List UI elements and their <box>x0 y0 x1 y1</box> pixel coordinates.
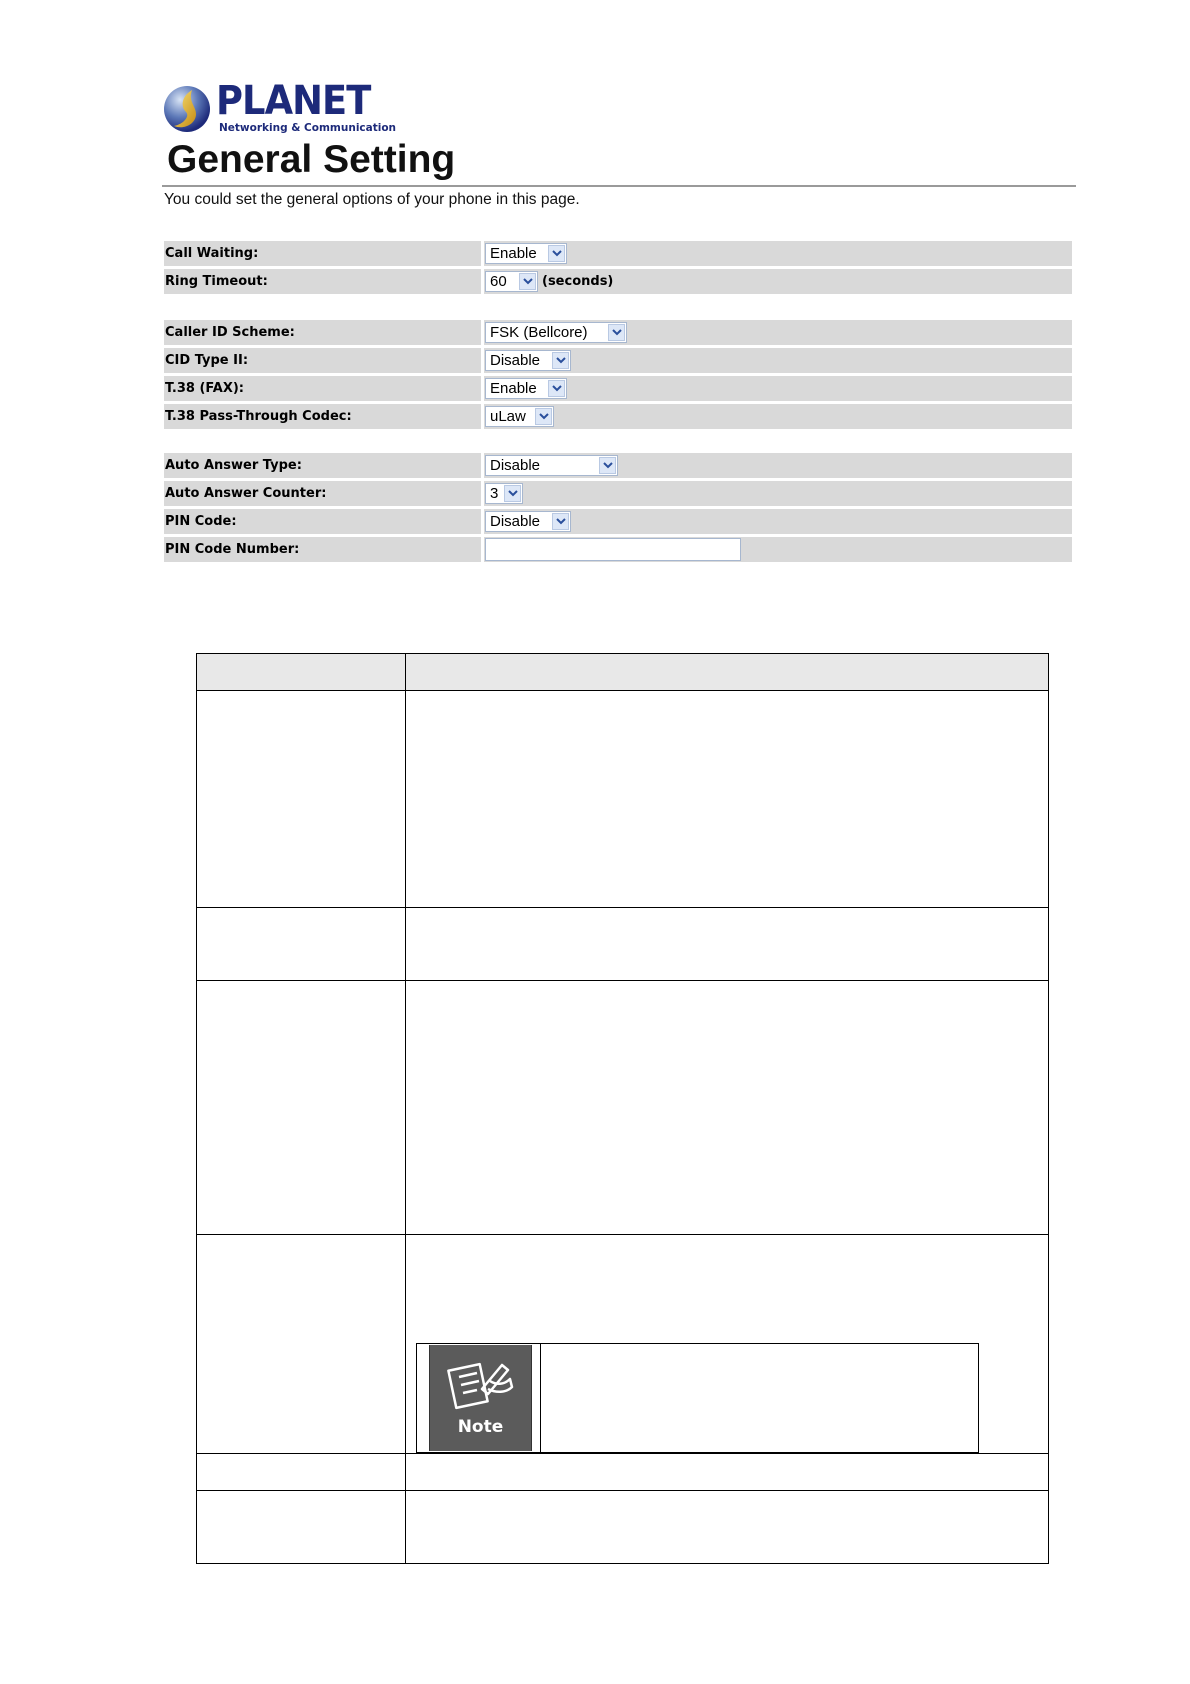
table-header-cell <box>197 654 406 691</box>
chevron-down-icon <box>552 513 569 530</box>
table-header-row <box>197 654 1049 691</box>
note-box <box>416 1343 979 1453</box>
table-cell <box>406 908 1049 981</box>
ring-timeout-unit: (seconds) <box>542 274 614 289</box>
t38-fax-row <box>164 376 1072 401</box>
note-text <box>541 1344 978 1452</box>
auto-answer-type-label: Auto Answer Type: <box>164 453 481 478</box>
planet-logo <box>162 78 397 138</box>
table-cell <box>406 691 1049 908</box>
pin-code-label: PIN Code: <box>164 509 481 534</box>
chevron-down-icon <box>535 408 552 425</box>
chevron-down-icon <box>504 485 521 502</box>
note-icon <box>429 1345 532 1451</box>
ring-timeout-row <box>164 269 1072 294</box>
t38-fax-select[interactable]: Enable <box>485 378 567 399</box>
table-cell <box>197 1491 406 1564</box>
pin-code-number-input[interactable] <box>485 538 741 561</box>
pin-code-select[interactable]: Disable <box>485 511 571 532</box>
caller-id-group <box>164 320 1072 432</box>
t38-codec-label: T.38 Pass-Through Codec: <box>164 404 481 429</box>
title-divider <box>162 185 1076 187</box>
table-row <box>197 691 1049 908</box>
auto-answer-type-row <box>164 453 1072 478</box>
pin-code-row <box>164 509 1072 534</box>
t38-fax-label: T.38 (FAX): <box>164 376 481 401</box>
auto-answer-counter-row <box>164 481 1072 506</box>
ring-timeout-select[interactable]: 60 <box>485 271 538 292</box>
table-cell <box>406 1491 1049 1564</box>
auto-answer-counter-select[interactable]: 3 <box>485 483 523 504</box>
pin-code-number-label: PIN Code Number: <box>164 537 481 562</box>
chevron-down-icon <box>519 273 536 290</box>
pen-paper-icon <box>430 1345 531 1415</box>
globe-icon <box>162 84 212 134</box>
auto-answer-type-select[interactable]: Disable <box>485 455 618 476</box>
table-cell <box>197 908 406 981</box>
cid-type-ii-select[interactable]: Disable <box>485 350 571 371</box>
auto-answer-counter-label: Auto Answer Counter: <box>164 481 481 506</box>
table-cell <box>197 1454 406 1491</box>
table-row <box>197 908 1049 981</box>
pin-code-number-row <box>164 537 1072 562</box>
table-row <box>197 1454 1049 1491</box>
caller-id-scheme-label: Caller ID Scheme: <box>164 320 481 345</box>
table-cell <box>406 1454 1049 1491</box>
table-row <box>197 1491 1049 1564</box>
table-cell <box>197 981 406 1235</box>
caller-id-scheme-row <box>164 320 1072 345</box>
chevron-down-icon <box>552 352 569 369</box>
table-header-cell <box>406 654 1049 691</box>
table-cell <box>197 691 406 908</box>
t38-codec-row <box>164 404 1072 429</box>
caller-id-scheme-select[interactable]: FSK (Bellcore) <box>485 322 627 343</box>
page-title: General Setting <box>167 138 456 181</box>
chevron-down-icon <box>548 380 565 397</box>
call-waiting-select[interactable]: Enable <box>485 243 567 264</box>
chevron-down-icon <box>599 457 616 474</box>
logo-wordmark: PLANET <box>216 78 371 124</box>
table-cell <box>197 1235 406 1454</box>
chevron-down-icon <box>548 245 565 262</box>
table-row <box>197 981 1049 1235</box>
cid-type-ii-row <box>164 348 1072 373</box>
auto-answer-group <box>164 453 1072 565</box>
cid-type-ii-label: CID Type II: <box>164 348 481 373</box>
ring-timeout-label: Ring Timeout: <box>164 269 481 294</box>
note-label: Note <box>457 1417 504 1437</box>
page-description: You could set the general options of your phone in this page. <box>164 191 580 208</box>
chevron-down-icon <box>608 324 625 341</box>
call-waiting-row <box>164 241 1072 266</box>
logo-tagline: Networking & Communication <box>219 122 397 134</box>
t38-codec-select[interactable]: uLaw <box>485 406 554 427</box>
table-cell <box>406 981 1049 1235</box>
ring-settings-group <box>164 241 1072 297</box>
call-waiting-label: Call Waiting: <box>164 241 481 266</box>
